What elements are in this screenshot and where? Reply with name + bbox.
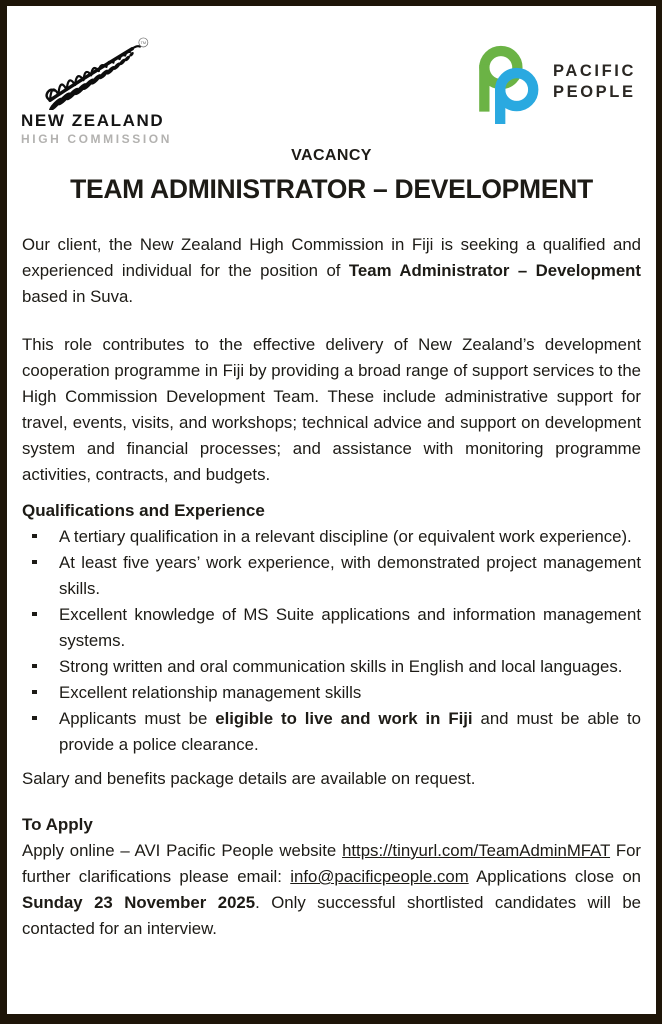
svg-text:TM: TM (140, 41, 147, 46)
nz-logo-title: NEW ZEALAND (21, 111, 165, 130)
text-segment: Strong written and oral communication skills in English and local languages. (59, 657, 623, 676)
pacific-people-mark-icon (469, 40, 541, 124)
page-title: TEAM ADMINISTRATOR – DEVELOPMENT (70, 174, 593, 204)
bullet-icon (22, 602, 59, 654)
text-segment: Team Administrator – Development (348, 261, 642, 280)
bullet-text (59, 524, 641, 550)
list-item (22, 680, 641, 706)
email-link[interactable]: info@pacificpeople.com (290, 867, 469, 886)
list-item (22, 524, 641, 550)
list-item (22, 550, 641, 602)
silver-fern-icon (21, 32, 171, 110)
intro-paragraph (22, 232, 641, 310)
role-paragraph (22, 332, 641, 488)
apply-paragraph (22, 838, 641, 942)
header-logos (7, 6, 656, 144)
bullet-text (59, 550, 641, 602)
text-segment: Excellent knowledge of MS Suite applications and information management systems. (59, 605, 641, 650)
pacific-people-line1: PACIFIC (553, 62, 636, 80)
text-segment: Our client, the New Zealand High Commission in Fiji is seeking a qualified and experienced individual for the position of (22, 235, 641, 280)
text-segment: . Only successful shortlisted candidates will be contacted for an interview. (22, 893, 641, 938)
text-segment: eligible to live and work in Fiji (215, 709, 473, 728)
text-segment: Excellent relationship management skills (59, 683, 362, 702)
text-segment: and must be able to provide a police clearance. (59, 709, 641, 754)
to-apply-heading: To Apply (22, 815, 93, 834)
text-segment: For further clarifications please email: (22, 841, 641, 886)
pacific-people-line2: PEOPLE (553, 83, 636, 101)
qualifications-heading: Qualifications and Experience (22, 501, 265, 520)
pacific-people-logo (469, 40, 648, 124)
list-item (22, 654, 641, 680)
flyer-body (7, 232, 656, 942)
bullet-icon (22, 706, 59, 758)
qualifications-list (22, 524, 641, 758)
text-segment: A tertiary qualification in a relevant discipline (or equivalent work experience). (59, 527, 632, 546)
list-item (22, 602, 641, 654)
bullet-icon (22, 550, 59, 602)
vacancy-label: VACANCY (291, 147, 372, 164)
bullet-text (59, 706, 641, 758)
bullet-icon (22, 680, 59, 706)
salary-note: Salary and benefits package details are available on request. (22, 769, 476, 788)
text-segment: At least five years’ work experience, with demonstrated project management skills. (59, 553, 641, 598)
list-item (22, 706, 641, 758)
nz-high-commission-logo (17, 32, 172, 145)
pacific-people-wordmark (553, 61, 636, 103)
bullet-text (59, 602, 641, 654)
text-segment: Apply online – AVI Pacific People website (22, 841, 343, 860)
text-segment: Sunday 23 November 2025 (22, 893, 256, 912)
bullet-text (59, 680, 641, 706)
text-segment: Applicants must be (59, 709, 216, 728)
text-segment: Applications close on (468, 867, 641, 886)
bullet-icon (22, 654, 59, 680)
text-segment: based in Suva. (22, 287, 134, 306)
bullet-text (59, 654, 641, 680)
nz-logo-subtitle: HIGH COMMISSION (21, 132, 173, 146)
bullet-icon (22, 524, 59, 550)
text-segment: This role contributes to the effective delivery of New Zealand’s development cooperation programme in Fiji by providing a broad range of support services to the High Commission Development Team. These include administrative support for travel, events, visits, and workshops; technical advice and support on development system and financial processes; and assistance with monitoring programme activities, contracts, and budgets. (22, 335, 641, 484)
tinyurl-link[interactable]: https://tinyurl.com/TeamAdminMFAT (342, 841, 611, 860)
trademark-icon (139, 38, 148, 47)
